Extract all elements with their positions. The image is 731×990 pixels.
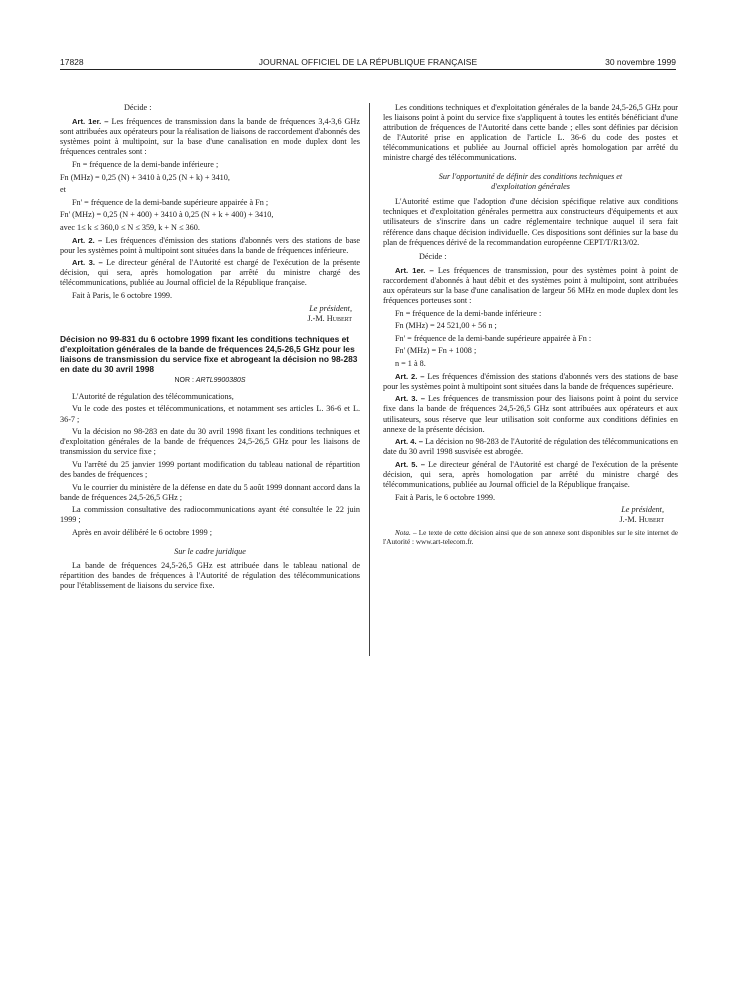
formula-line: Fn' (MHz) = Fn + 1008 ;	[395, 346, 477, 356]
nota	[383, 529, 678, 547]
formula-line: Fn = fréquence de la demi-bande inférieure :	[395, 308, 542, 318]
signature-name: J.-M. Hubert	[307, 313, 352, 323]
article-5	[383, 460, 678, 490]
visa-line: La commission consultative des radiocommunications ayant été consultée le 22 juin 1999 ;	[60, 505, 360, 525]
article-label: Art. 3. –	[395, 394, 425, 404]
article-3	[383, 394, 678, 434]
article-label: Art. 5. –	[395, 459, 425, 469]
visa-line: Après en avoir délibéré le 6 octobre 1999 ;	[72, 528, 213, 537]
column-divider	[369, 103, 370, 656]
article-label: Art. 1er. –	[395, 265, 434, 275]
formula-line: Fn (MHz) = 0,25 (N) + 3410 à 0,25 (N + k) + 3410,	[60, 172, 230, 182]
article-text: Les fréquences de transmission pour des liaisons point à point du service fixe dans la bande de fréquences 24,5-26,5 GHz sont attribuées aux opérateurs et aux utilisateurs, sous réserve que leur utilisation soit conforme aux conditions définies en annexe de la présente décision.	[383, 394, 678, 434]
nor-reference	[60, 376, 360, 386]
paragraph: Les conditions techniques et d'exploitation générales de la bande 24,5-26,5 GHz pour les liaisons point à point du service fixe s'appliquent à toutes les entités bénéficiant d'une attribution de fréquences de l'Autorité dans cette bande ; elles sont définies par décision de l'Autorité prise en application de l'article L. 36-6 du code des postes et télécommunications et publiée au Journal officiel après homologation par arrêté du ministre chargé des télécommunications.	[383, 103, 678, 163]
nota-text: – Le texte de cette décision ainsi que de son annexe sont disponibles sur le site internet de l'Autorité : www.art-telecom.fr.	[383, 529, 678, 547]
formula-line: avec 1≤ k ≤ 360,0 ≤ N ≤ 359, k + N ≤ 360.	[60, 222, 200, 232]
formula-line: Fn' = fréquence de la demi-bande supérieure appairée à Fn :	[395, 333, 592, 343]
article-text: Les fréquences de transmission, pour des systèmes point à point de raccordement d'abonnés à haut débit et des systèmes point à multipoint, sont attribuées aux opérateurs sur la base d'une canalisation de largeur 56 MHz en mode duplex dont les fréquences porteuses sont :	[383, 265, 678, 306]
issue-date: 30 novembre 1999	[605, 57, 676, 67]
article-4	[383, 437, 678, 457]
visa-line: Vu la décision no 98-283 en date du 30 avril 1998 fixant les conditions techniques et d'exploitation générales de la bande de fréquences 24,5-26,5 GHz pour les liaisons de transmission du service fixe ;	[60, 427, 360, 457]
signing-place-date: Fait à Paris, le 6 octobre 1999.	[72, 291, 173, 300]
decide-heading: Décide :	[419, 251, 447, 261]
page-number: 17828	[60, 57, 84, 67]
signing-place-date: Fait à Paris, le 6 octobre 1999.	[395, 492, 496, 502]
article-label: Art. 2. –	[395, 371, 425, 381]
signature-name: J.-M. Hubert	[619, 515, 664, 525]
article-text: Les fréquences d'émission des stations d'abonnés vers des stations de base pour les systèmes point à multipoint sont situées dans la bande de fréquences supérieure.	[383, 371, 678, 391]
signature-role: Le président,	[621, 505, 664, 515]
visa-line: L'Autorité de régulation des télécommunications,	[72, 391, 234, 401]
formula-line: Fn (MHz) = 24 521,00 + 56 n ;	[395, 321, 497, 331]
right-column	[383, 103, 678, 550]
article-text: Le directeur général de l'Autorité est chargé de l'exécution de la présente décision, qui sera, après homologation par arrêté du ministre chargé des télécommunications, publiée au Journal officiel de la République française.	[60, 258, 361, 288]
article-1	[383, 266, 678, 306]
article-1	[60, 117, 360, 157]
article-text: Le directeur général de l'Autorité est chargé de l'exécution de la présente décision, qui sera, après homologation par arrêté du ministre chargé des télécommunications, publiée au Journal officiel de la République française.	[383, 459, 678, 490]
article-2	[383, 372, 678, 392]
article-label: Art. 1er. –	[72, 117, 109, 127]
decision-title: Décision no 99-831 du 6 octobre 1999 fixant les conditions techniques et d'exploitation générales de la bande de fréquences 24,5-26,5 GHz pour les liaisons de transmission du service fixe et abrogeant la décision no 98-283 en date du 30 avril 1998	[60, 333, 358, 374]
signature-role: Le président,	[309, 303, 352, 313]
formula-line: Fn' (MHz) = 0,25 (N + 400) + 3410 à 0,25 (N + k + 400) + 3410,	[60, 210, 274, 220]
nor-label: NOR :	[174, 376, 194, 384]
visa-line: Vu le courrier du ministère de la défense en date du 5 août 1999 donnant accord dans la bande de fréquences 24,5-26,5 GHz ;	[60, 482, 360, 502]
article-label: Art. 3. –	[72, 258, 103, 268]
article-3	[60, 258, 360, 288]
formula-line: Fn' = fréquence de la demi-bande supérieure appairée à Fn ;	[72, 197, 269, 207]
paragraph: L'Autorité estime que l'adoption d'une décision spécifique relative aux conditions techniques et d'exploitation générales permettra aux constructeurs d'équipements et aux utilisateurs de s'inscrire dans un cadre réglementaire technique auquel il sera fait référence dans chaque décision individuelle. Ces dispositions sont définies sur la base du plan de fréquences dérivé de la recommandation européenne CEPT/T/R13/02.	[383, 197, 678, 247]
left-column	[60, 103, 360, 593]
nor-code: ARTL9900380S	[195, 376, 246, 384]
formula-line: et	[60, 185, 66, 195]
section-heading: Sur le cadre juridique	[174, 546, 246, 556]
formula-line: Fn = fréquence de la demi-bande inférieure ;	[72, 159, 219, 169]
visa-line: Vu l'arrêté du 25 janvier 1999 portant modification du tableau national de répartition des bandes de fréquences ;	[60, 459, 360, 480]
article-text: Les fréquences d'émission des stations d'abonnés vers des stations de base pour les systèmes point à multipoint sont situées dans la bande de fréquences inférieure.	[60, 235, 361, 255]
section-heading: Sur l'opportunité de définir des conditions techniques et d'exploitation générales	[438, 172, 623, 192]
article-label: Art. 2. –	[72, 235, 103, 245]
journal-title: JOURNAL OFFICIEL DE LA RÉPUBLIQUE FRANÇAISE	[258, 57, 478, 67]
article-text: Les fréquences de transmission dans la bande de fréquences 3,4-3,6 GHz sont attribuées aux opérateurs pour la réalisation de liaisons de raccordement d'abonnés des systèmes point à multipoint, sur la base d'une canalisation en mode duplex dont les fréquences centrales sont :	[60, 117, 360, 157]
paragraph: La bande de fréquences 24,5-26,5 GHz est attribuée dans le tableau national de répartition des bandes de fréquences à l'Autorité de régulation des télécommunications pour l'établissement de liaisons du service fixe.	[60, 560, 360, 590]
visa-line: Vu le code des postes et télécommunications, et notamment ses articles L. 36-6 et L. 36-7 ;	[60, 404, 360, 424]
header-rule	[60, 69, 676, 70]
formula-line: n = 1 à 8.	[395, 359, 426, 369]
article-2	[60, 236, 360, 256]
article-label: Art. 4. –	[395, 437, 424, 447]
article-text: La décision no 98-283 de l'Autorité de régulation des télécommunications en date du 30 avril 1998 susvisée est abrogée.	[383, 437, 678, 457]
nota-label: Nota.	[395, 529, 411, 538]
decide-heading: Décide :	[124, 103, 152, 112]
